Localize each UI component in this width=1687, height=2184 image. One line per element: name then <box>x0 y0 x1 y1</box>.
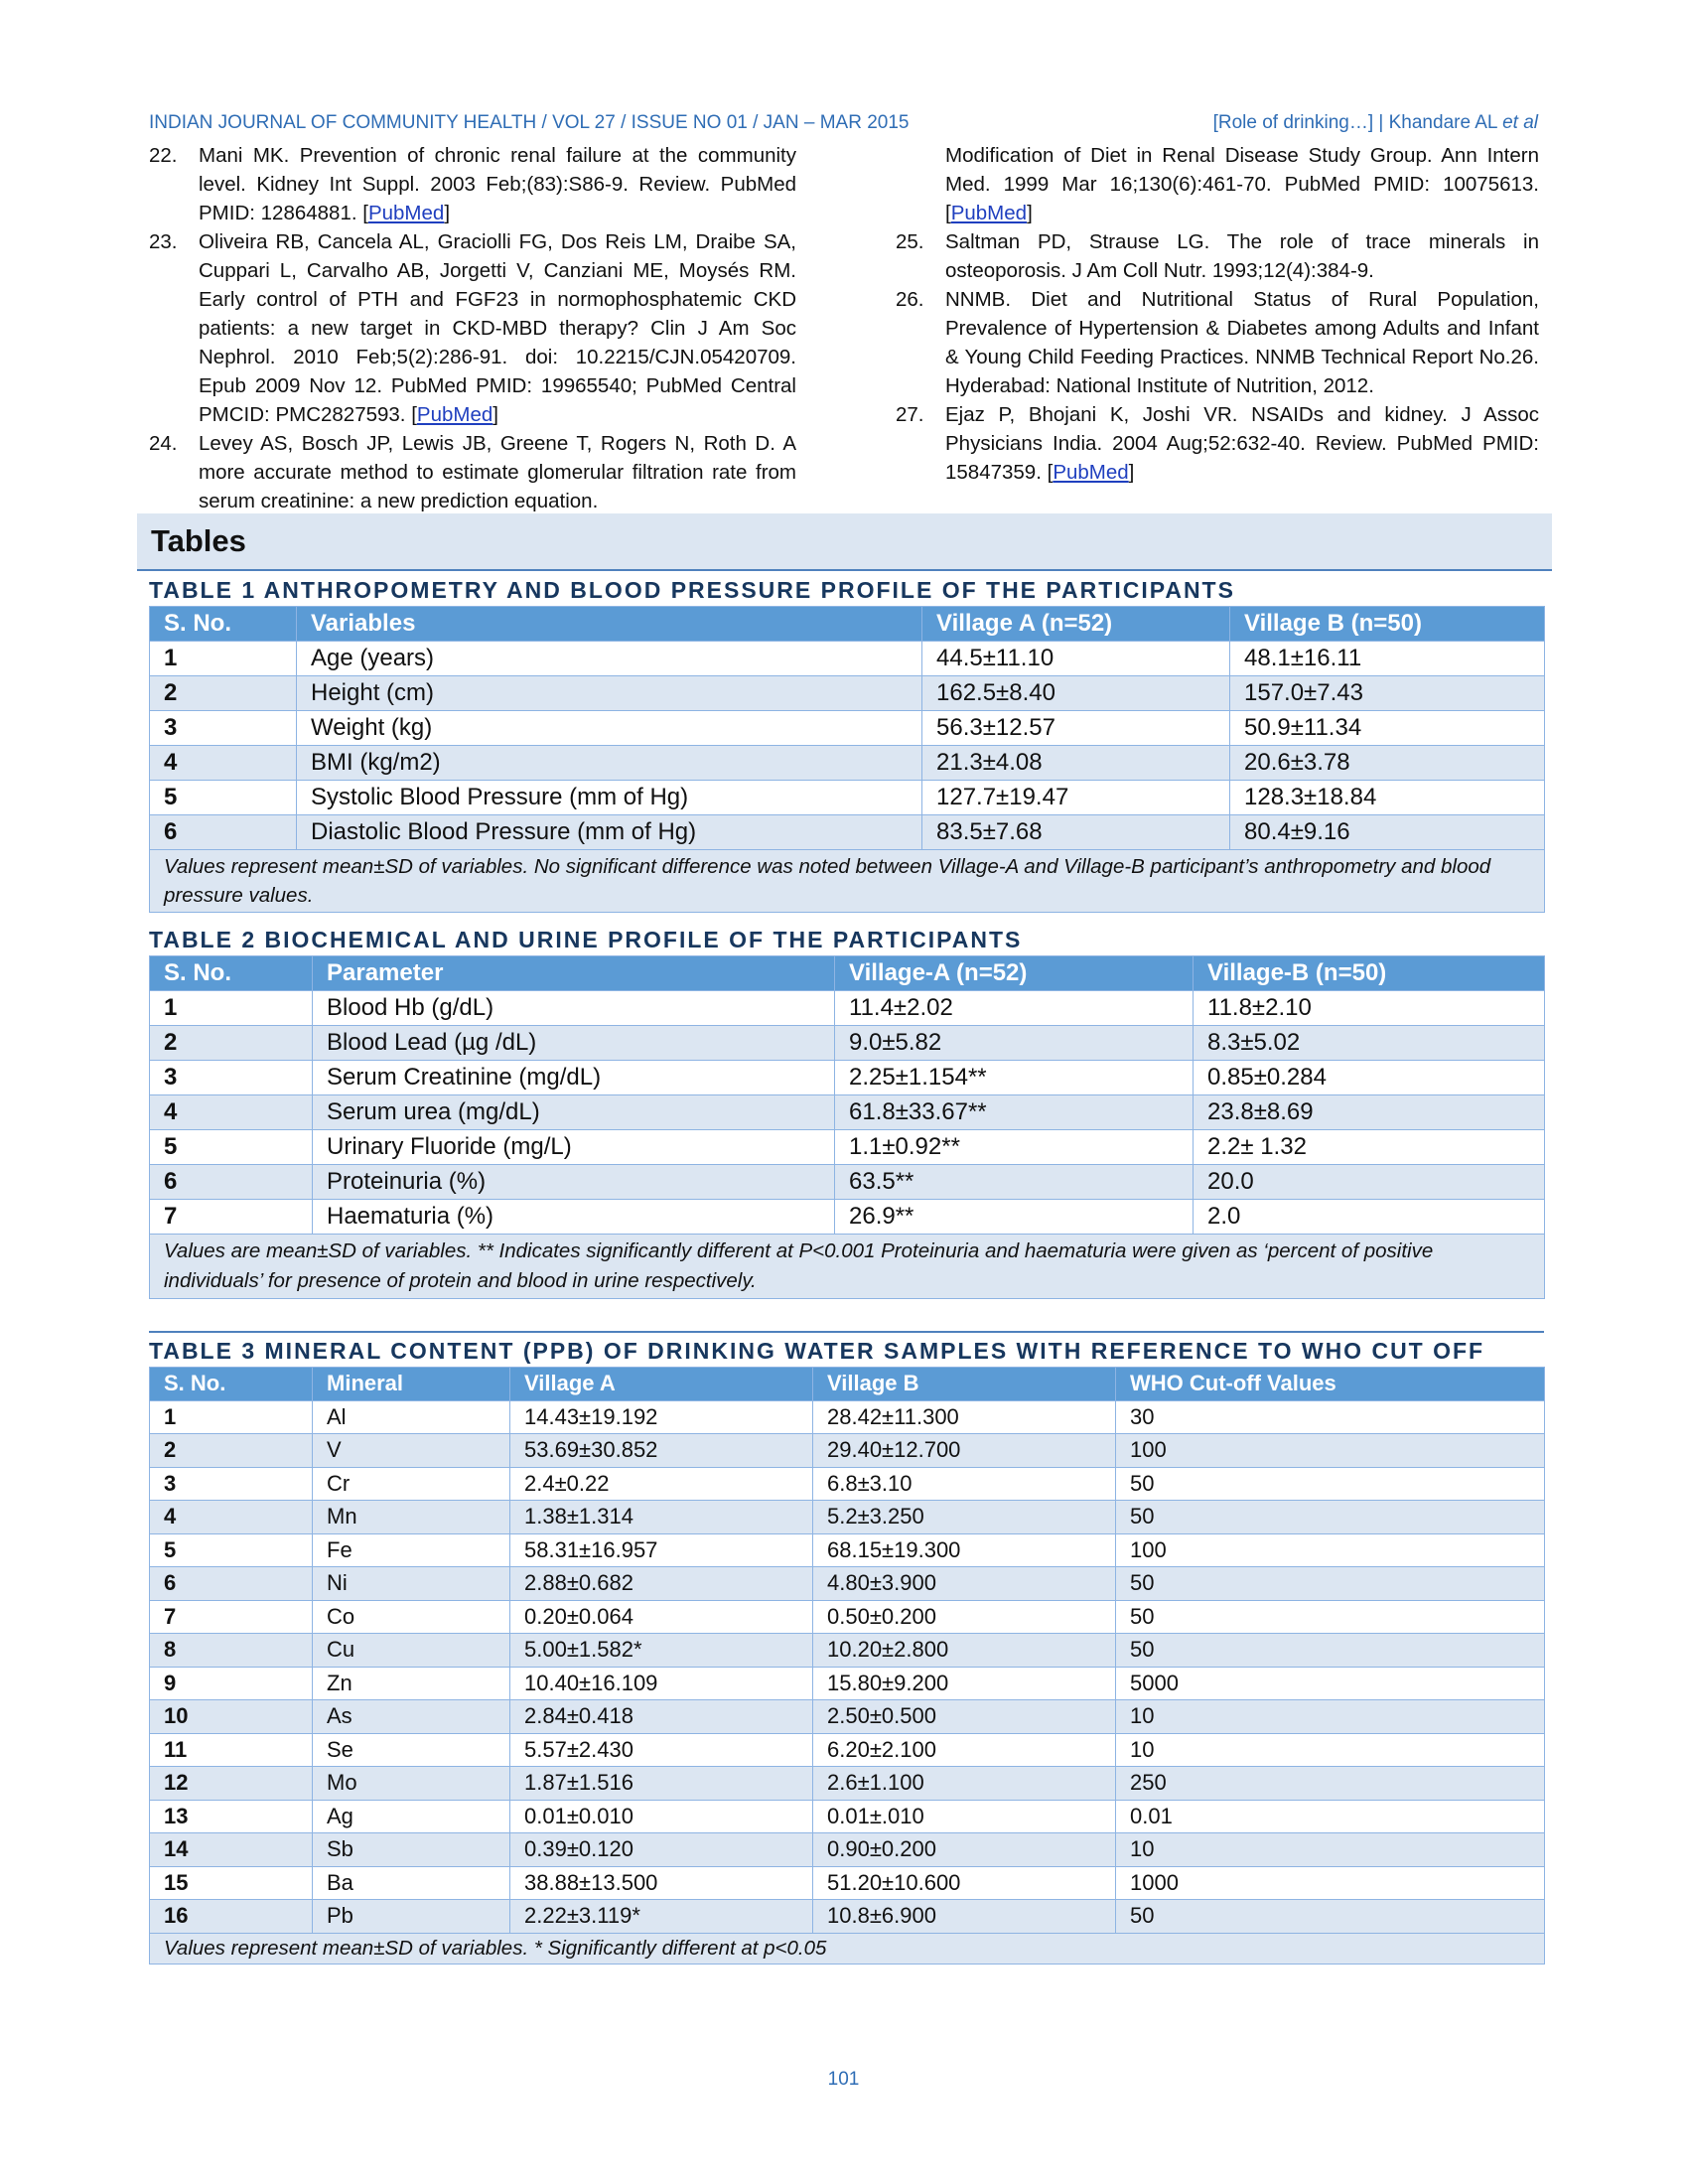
table-cell: 4 <box>150 1095 313 1130</box>
table-row <box>150 1130 1545 1165</box>
table-cell: 5.00±1.582* <box>510 1634 813 1668</box>
table-cell: 10.8±6.900 <box>813 1900 1116 1934</box>
table-cell: 3 <box>150 711 297 746</box>
table-cell: 26.9** <box>835 1200 1194 1235</box>
table-cell: 30 <box>1116 1400 1545 1434</box>
table-cell: 5 <box>150 781 297 815</box>
table-row <box>150 1467 1545 1501</box>
column-header: Village-B (n=50) <box>1194 956 1545 991</box>
pubmed-link[interactable]: PubMed <box>1053 461 1129 484</box>
table-cell: Ni <box>313 1567 510 1601</box>
table-note-row <box>150 1933 1545 1964</box>
reference-text: Modification of Diet in Renal Disease Study Group. Ann Intern Med. 1999 Mar 16;130(6):461-70. PubMed PMID: 10075613. [PubMed] <box>945 144 1539 224</box>
reference-text <box>199 429 796 515</box>
reference-item <box>149 429 796 515</box>
table-cell: 16 <box>150 1900 313 1934</box>
table-cell: Ag <box>313 1800 510 1833</box>
table-cell: 58.31±16.957 <box>510 1533 813 1567</box>
table-cell: Sb <box>313 1833 510 1867</box>
table-cell: 2 <box>150 1026 313 1061</box>
reference-number: 22. <box>149 144 178 167</box>
reference-body: NNMB. Diet and Nutritional Status of Rural Population, Prevalence of Hypertension & Diabetes among Adults and Infant & Young Child Feeding Practices. NNMB Technical Report No.26. Hyderabad: National Institute of Nutrition, 2012. <box>945 288 1539 397</box>
table-row <box>150 1634 1545 1668</box>
table-cell: 5.57±2.430 <box>510 1733 813 1767</box>
reference-text: Oliveira RB, Cancela AL, Graciolli FG, Dos Reis LM, Draibe SA, Cuppari L, Carvalho AB, Jorgetti V, Canziani ME, Moysés RM. Early control of PTH and FGF23 in normophosphatemic CKD patients: a new target in CKD-MBD therapy? Clin J Am Soc Nephrol. 2010 Feb;5(2):286-91. doi: 10.2215/CJN.05420709. Epub 2009 Nov 12. PubMed PMID: 19965540; PubMed Central PMCID: PMC2827593. [PubMed] <box>199 230 796 426</box>
table-cell: 2.6±1.100 <box>813 1767 1116 1801</box>
table-row <box>150 1200 1545 1235</box>
table-row <box>150 781 1545 815</box>
column-header: S. No. <box>150 607 297 642</box>
table-cell: 11 <box>150 1733 313 1767</box>
table-cell: Pb <box>313 1900 510 1934</box>
table-header <box>150 956 1545 991</box>
table-cell: 128.3±18.84 <box>1230 781 1545 815</box>
table-row <box>150 1026 1545 1061</box>
table-cell: 0.39±0.120 <box>510 1833 813 1867</box>
table-cell: 4.80±3.900 <box>813 1567 1116 1601</box>
pubmed-link[interactable]: PubMed <box>416 403 493 426</box>
table-cell: Haematuria (%) <box>313 1200 835 1235</box>
table-1 <box>149 606 1545 913</box>
table-cell: BMI (kg/m2) <box>297 746 922 781</box>
table-cell: Proteinuria (%) <box>313 1165 835 1200</box>
column-header: Village A (n=52) <box>922 607 1230 642</box>
table-cell: 2.50±0.500 <box>813 1700 1116 1734</box>
reference-item <box>149 141 796 227</box>
table-cell: 51.20±10.600 <box>813 1866 1116 1900</box>
table-cell: 28.42±11.300 <box>813 1400 1116 1434</box>
table-cell: 2.0 <box>1194 1200 1545 1235</box>
table-cell: 4 <box>150 1501 313 1534</box>
column-header: Village A <box>510 1368 813 1401</box>
table-cell: 1.1±0.92** <box>835 1130 1194 1165</box>
table-2-caption: TABLE 2 BIOCHEMICAL AND URINE PROFILE OF THE PARTICIPANTS <box>149 927 1023 952</box>
table-cell: 2.25±1.154** <box>835 1061 1194 1095</box>
table-cell: Diastolic Blood Pressure (mm of Hg) <box>297 815 922 850</box>
table-row <box>150 642 1545 676</box>
table-cell: Co <box>313 1600 510 1634</box>
table-cell: 5 <box>150 1533 313 1567</box>
table-row <box>150 1165 1545 1200</box>
table-cell: 0.01 <box>1116 1800 1545 1833</box>
table-cell: Fe <box>313 1533 510 1567</box>
table-cell: 14 <box>150 1833 313 1867</box>
table-cell: 1.87±1.516 <box>510 1767 813 1801</box>
table-cell: 2.4±0.22 <box>510 1467 813 1501</box>
table-body <box>150 642 1545 913</box>
table-row <box>150 1833 1545 1867</box>
table-cell: 44.5±11.10 <box>922 642 1230 676</box>
table-row <box>150 1533 1545 1567</box>
table-cell: Cu <box>313 1634 510 1668</box>
table-cell: Cr <box>313 1467 510 1501</box>
table-cell: 10 <box>1116 1833 1545 1867</box>
table-row <box>150 1800 1545 1833</box>
table-cell: 0.20±0.064 <box>510 1600 813 1634</box>
reference-body: Ejaz P, Bhojani K, Joshi VR. NSAIDs and kidney. J Assoc Physicians India. 2004 Aug;52:632-40. Review. PubMed PMID: 15847359. <box>945 403 1539 484</box>
table-cell: 9.0±5.82 <box>835 1026 1194 1061</box>
reference-item <box>896 285 1539 400</box>
table-cell: 10 <box>1116 1733 1545 1767</box>
reference-text: Ejaz P, Bhojani K, Joshi VR. NSAIDs and kidney. J Assoc Physicians India. 2004 Aug;52:632-40. Review. PubMed PMID: 15847359. [PubMed] <box>945 403 1539 484</box>
reference-text <box>945 227 1539 285</box>
table-cell: 4 <box>150 746 297 781</box>
table-cell: 10 <box>1116 1700 1545 1734</box>
table-cell: 68.15±19.300 <box>813 1533 1116 1567</box>
table-row <box>150 676 1545 711</box>
reference-item <box>896 400 1539 487</box>
table-cell: 100 <box>1116 1434 1545 1468</box>
table-cell: 10 <box>150 1700 313 1734</box>
table-cell: 80.4±9.16 <box>1230 815 1545 850</box>
table-row <box>150 991 1545 1026</box>
table-cell: 2.2± 1.32 <box>1194 1130 1545 1165</box>
table-3-caption: TABLE 3 MINERAL CONTENT (PPB) OF DRINKING WATER SAMPLES WITH REFERENCE TO WHO CUT OFF <box>149 1331 1544 1367</box>
pubmed-link[interactable]: PubMed <box>950 202 1028 224</box>
table-cell: 12 <box>150 1767 313 1801</box>
reference-item <box>149 227 796 429</box>
table-cell: 14.43±19.192 <box>510 1400 813 1434</box>
table-cell: Serum urea (mg/dL) <box>313 1095 835 1130</box>
table-body <box>150 1400 1545 1964</box>
table-cell: Blood Hb (g/dL) <box>313 991 835 1026</box>
column-header: Mineral <box>313 1368 510 1401</box>
table-cell: Blood Lead (µg /dL) <box>313 1026 835 1061</box>
table-note-row <box>150 1235 1545 1299</box>
table-cell: 2.22±3.119* <box>510 1900 813 1934</box>
table-cell: 8.3±5.02 <box>1194 1026 1545 1061</box>
table-cell: 53.69±30.852 <box>510 1434 813 1468</box>
table-header <box>150 1368 1545 1401</box>
table-row <box>150 1400 1545 1434</box>
table-cell: Mn <box>313 1501 510 1534</box>
references-column-2 <box>896 141 1539 487</box>
table-3-block <box>149 1331 1544 1965</box>
table-cell: 6.20±2.100 <box>813 1733 1116 1767</box>
table-cell: 15.80±9.200 <box>813 1667 1116 1700</box>
table-row <box>150 1061 1545 1095</box>
table-row <box>150 1700 1545 1734</box>
table-row <box>150 815 1545 850</box>
column-header: Village B (n=50) <box>1230 607 1545 642</box>
table-cell: 23.8±8.69 <box>1194 1095 1545 1130</box>
table-cell: 0.01±.010 <box>813 1800 1116 1833</box>
references-column-1 <box>149 141 796 515</box>
table-cell: 11.4±2.02 <box>835 991 1194 1026</box>
table-cell: Height (cm) <box>297 676 922 711</box>
column-header: WHO Cut-off Values <box>1116 1368 1545 1401</box>
reference-number: 25. <box>896 230 924 253</box>
reference-number: 23. <box>149 230 178 253</box>
header-right-text: [Role of drinking…] | Khandare AL <box>1212 112 1497 133</box>
table-row <box>150 746 1545 781</box>
table-cell: Weight (kg) <box>297 711 922 746</box>
table-cell: 15 <box>150 1866 313 1900</box>
table-cell: Ba <box>313 1866 510 1900</box>
table-cell: 7 <box>150 1600 313 1634</box>
table-2-block <box>149 924 1544 1299</box>
table-cell: 157.0±7.43 <box>1230 676 1545 711</box>
table-row <box>150 711 1545 746</box>
table-note-row <box>150 850 1545 913</box>
reference-body: Saltman PD, Strause LG. The role of trace minerals in osteoporosis. J Am Coll Nutr. 1993;12(4):384-9. <box>945 230 1539 282</box>
table-row <box>150 1866 1545 1900</box>
table-cell: 6 <box>150 1567 313 1601</box>
table-row <box>150 1600 1545 1634</box>
table-cell: 0.90±0.200 <box>813 1833 1116 1867</box>
column-header: Parameter <box>313 956 835 991</box>
journal-header-left: INDIAN JOURNAL OF COMMUNITY HEALTH / VOL 27 / ISSUE NO 01 / JAN – MAR 2015 <box>149 112 910 133</box>
table-cell: Age (years) <box>297 642 922 676</box>
table-cell: 50 <box>1116 1600 1545 1634</box>
reference-number: 26. <box>896 288 924 311</box>
table-cell: 10.20±2.800 <box>813 1634 1116 1668</box>
table-cell: 29.40±12.700 <box>813 1434 1116 1468</box>
table-cell: 6 <box>150 1165 313 1200</box>
table-row <box>150 1095 1545 1130</box>
column-header: Variables <box>297 607 922 642</box>
table-cell: 2 <box>150 1434 313 1468</box>
table-1-caption: TABLE 1 ANTHROPOMETRY AND BLOOD PRESSURE PROFILE OF THE PARTICIPANTS <box>149 577 1235 603</box>
table-cell: As <box>313 1700 510 1734</box>
header-row <box>150 956 1545 991</box>
table-cell: 20.0 <box>1194 1165 1545 1200</box>
header-row <box>150 1368 1545 1401</box>
table-cell: 5000 <box>1116 1667 1545 1700</box>
table-cell: 48.1±16.11 <box>1230 642 1545 676</box>
table-cell: Systolic Blood Pressure (mm of Hg) <box>297 781 922 815</box>
table-cell: 1 <box>150 1400 313 1434</box>
section-title: Tables <box>151 523 246 558</box>
table-body <box>150 991 1545 1299</box>
table-cell: 250 <box>1116 1767 1545 1801</box>
table-cell: 1 <box>150 642 297 676</box>
reference-body: Mani MK. Prevention of chronic renal failure at the community level. Kidney Int Suppl. 2003 Feb;(83):S86-9. Review. PubMed PMID: 12864881. <box>199 144 796 224</box>
table-cell: 50 <box>1116 1467 1545 1501</box>
table-cell: 20.6±3.78 <box>1230 746 1545 781</box>
table-1-block <box>149 574 1544 913</box>
table-cell: 21.3±4.08 <box>922 746 1230 781</box>
table-cell: 9 <box>150 1667 313 1700</box>
table-cell: 162.5±8.40 <box>922 676 1230 711</box>
table-row <box>150 1667 1545 1700</box>
table-2 <box>149 955 1545 1299</box>
table-cell: 7 <box>150 1200 313 1235</box>
table-cell: 50 <box>1116 1501 1545 1534</box>
page-number: 101 <box>827 2069 860 2090</box>
table-row <box>150 1434 1545 1468</box>
table-cell: 2.84±0.418 <box>510 1700 813 1734</box>
table-cell: 50 <box>1116 1634 1545 1668</box>
column-header: Village B <box>813 1368 1116 1401</box>
table-cell: 11.8±2.10 <box>1194 991 1545 1026</box>
table-cell: 3 <box>150 1061 313 1095</box>
table-cell: 2 <box>150 676 297 711</box>
table-header <box>150 607 1545 642</box>
table-cell: 1000 <box>1116 1866 1545 1900</box>
reference-body: Modification of Diet in Renal Disease Study Group. Ann Intern Med. 1999 Mar 16;130(6):461-70. PubMed PMID: 10075613. <box>945 144 1539 196</box>
table-cell: 100 <box>1116 1533 1545 1567</box>
table-row <box>150 1501 1545 1534</box>
table-cell: 50 <box>1116 1567 1545 1601</box>
table-cell: 127.7±19.47 <box>922 781 1230 815</box>
section-bar <box>137 513 1552 571</box>
table-cell: Mo <box>313 1767 510 1801</box>
table-cell: 13 <box>150 1800 313 1833</box>
header-right-italic: et al <box>1502 112 1538 133</box>
table-cell: 56.3±12.57 <box>922 711 1230 746</box>
table-3 <box>149 1367 1545 1965</box>
table-row <box>150 1767 1545 1801</box>
reference-number: 27. <box>896 403 924 426</box>
table-cell: 38.88±13.500 <box>510 1866 813 1900</box>
reference-text <box>945 285 1539 400</box>
table-cell: 6 <box>150 815 297 850</box>
table-note: Values are mean±SD of variables. ** Indicates significantly different at P<0.001 Proteinuria and haematuria were given as ‘percent of positive individuals’ for presence of protein and blood in urine respectively. <box>150 1235 1545 1299</box>
reference-body: Levey AS, Bosch JP, Lewis JB, Greene T, Rogers N, Roth D. A more accurate method to estimate glomerular filtration rate from serum creatinine: a new prediction equation. <box>199 432 796 512</box>
table-cell: Zn <box>313 1667 510 1700</box>
table-cell: 50 <box>1116 1900 1545 1934</box>
reference-item <box>896 227 1539 285</box>
reference-item <box>896 141 1539 227</box>
table-cell: 5 <box>150 1130 313 1165</box>
table-cell: 6.8±3.10 <box>813 1467 1116 1501</box>
table-cell: 2.88±0.682 <box>510 1567 813 1601</box>
header-row <box>150 607 1545 642</box>
journal-header-right <box>1213 112 1538 134</box>
table-cell: 50.9±11.34 <box>1230 711 1545 746</box>
table-cell: 5.2±3.250 <box>813 1501 1116 1534</box>
table-cell: Al <box>313 1400 510 1434</box>
table-cell: 83.5±7.68 <box>922 815 1230 850</box>
reference-body: Oliveira RB, Cancela AL, Graciolli FG, Dos Reis LM, Draibe SA, Cuppari L, Carvalho AB, Jorgetti V, Canziani ME, Moysés RM. Early control of PTH and FGF23 in normophosphatemic CKD patients: a new target in CKD-MBD therapy? Clin J Am Soc Nephrol. 2010 Feb;5(2):286-91. doi: 10.2215/CJN.05420709. Epub 2009 Nov 12. PubMed PMID: 19965540; PubMed Central PMCID: PMC2827593. <box>199 230 796 426</box>
table-cell: 10.40±16.109 <box>510 1667 813 1700</box>
reference-number: 24. <box>149 432 178 455</box>
table-cell: 0.85±0.284 <box>1194 1061 1545 1095</box>
table-cell: 8 <box>150 1634 313 1668</box>
table-note: Values represent mean±SD of variables. No significant difference was noted between Village-A and Village-B participant’s anthropometry and blood pressure values. <box>150 850 1545 913</box>
table-cell: 61.8±33.67** <box>835 1095 1194 1130</box>
table-row <box>150 1733 1545 1767</box>
table-row <box>150 1567 1545 1601</box>
table-cell: 0.50±0.200 <box>813 1600 1116 1634</box>
column-header: S. No. <box>150 1368 313 1401</box>
table-note: Values represent mean±SD of variables. * Significantly different at p<0.05 <box>150 1933 1545 1964</box>
table-cell: Urinary Fluoride (mg/L) <box>313 1130 835 1165</box>
pubmed-link[interactable]: PubMed <box>367 202 445 224</box>
table-row <box>150 1900 1545 1934</box>
table-cell: Se <box>313 1733 510 1767</box>
table-cell: 1.38±1.314 <box>510 1501 813 1534</box>
table-cell: 0.01±0.010 <box>510 1800 813 1833</box>
table-cell: V <box>313 1434 510 1468</box>
table-cell: 1 <box>150 991 313 1026</box>
table-cell: 63.5** <box>835 1165 1194 1200</box>
column-header: S. No. <box>150 956 313 991</box>
running-header <box>149 112 1538 142</box>
table-cell: 3 <box>150 1467 313 1501</box>
reference-text: Mani MK. Prevention of chronic renal failure at the community level. Kidney Int Suppl. 2003 Feb;(83):S86-9. Review. PubMed PMID: 12864881. [PubMed] <box>199 144 796 224</box>
column-header: Village-A (n=52) <box>835 956 1194 991</box>
table-cell: Serum Creatinine (mg/dL) <box>313 1061 835 1095</box>
